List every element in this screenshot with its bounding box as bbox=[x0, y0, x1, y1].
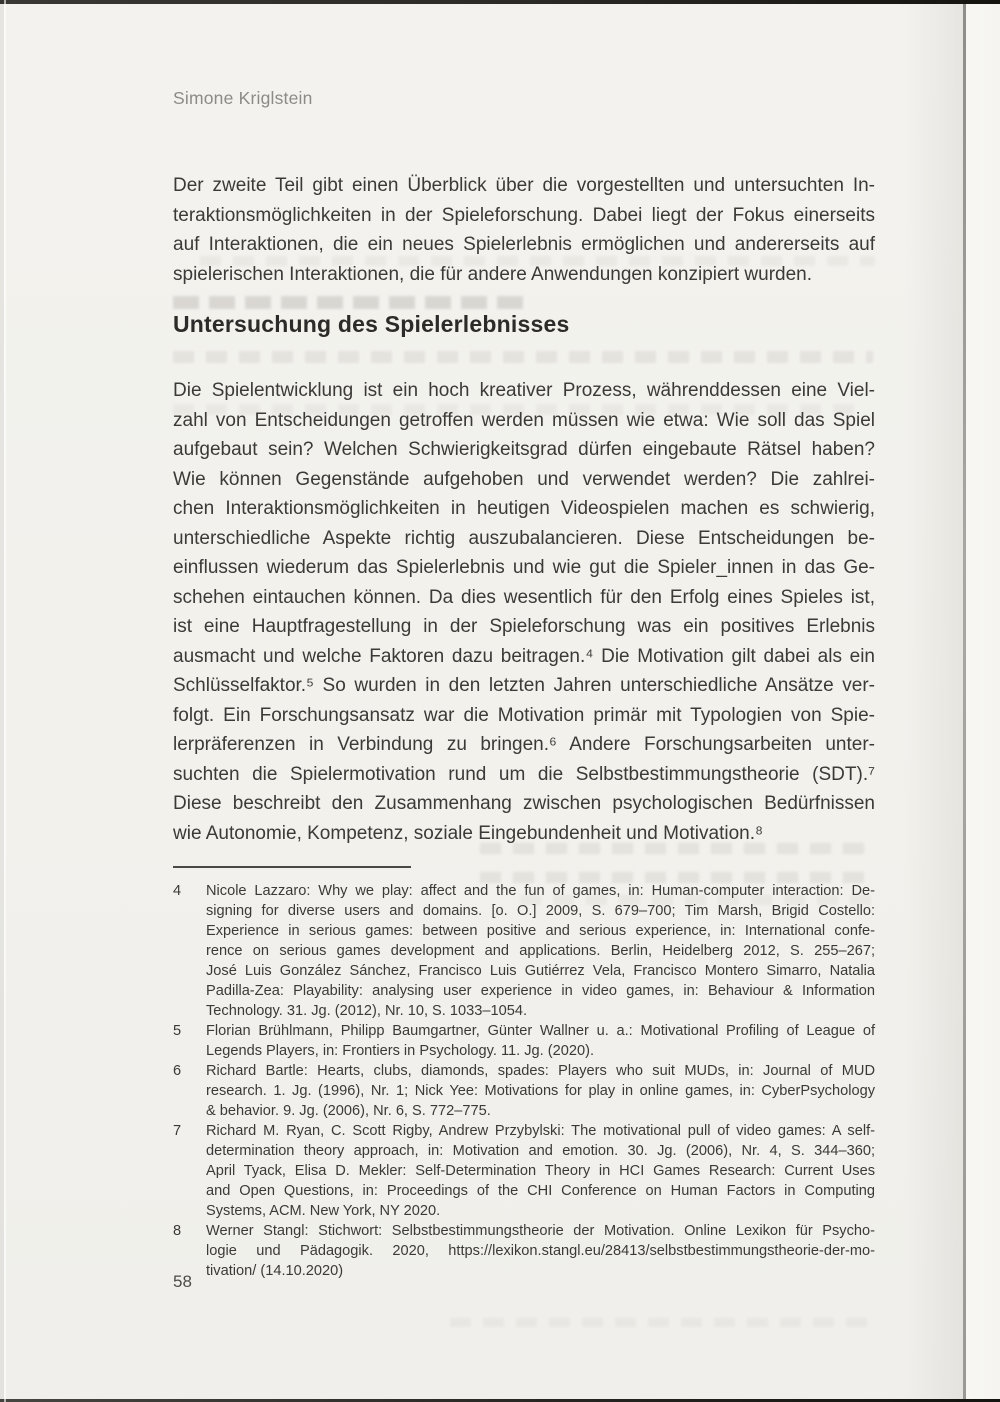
showthrough-artifact bbox=[450, 1318, 870, 1327]
footnote-number: 4 bbox=[173, 883, 182, 899]
footnote-number: 8 bbox=[173, 1223, 182, 1239]
footnote-number: 6 bbox=[173, 1063, 182, 1079]
showthrough-artifact bbox=[173, 351, 873, 363]
footnote-text: Nicole Lazzaro: Why we play: affect and the fun of games, in: Human-computer interaction: De- signing for diverse users and domains. [o. O.] 2009, S. 679–700; Tim Marsh, Brigid Costello: Experience in serious games: between positive and serious experience, in: International confe- rence on serious games development and applications. Berlin, Heidelberg 2012, S. 255–267; José Luis González Sánchez, Francisco Luis Gutiérrez Vela, Francisco Montero Simarro, Natalia Padilla-Zea: Playability: analysing user experience in video games, in: Behaviour & Information Technology. 31. Jg. (2012), Nr. 10, S. 1033–1054. bbox=[206, 883, 875, 1019]
footnote-text: Richard M. Ryan, C. Scott Rigby, Andrew Przybylski: The motivational pull of video games: A self- determination theory approach, in: Motivation and emotion. 30. Jg. (2006), Nr. 4, S. 344–360; April Tyack, Elisa D. Mekler: Self-Determination Theory in HCI Games Research: Current Uses and Open Questions, in: Proceedings of the CHI Conference on Human Factors in Computing Systems, ACM. New York, NY 2020. bbox=[206, 1123, 875, 1219]
footnote-list bbox=[173, 881, 875, 1281]
footnote-item bbox=[173, 1221, 875, 1281]
page-number: 58 bbox=[173, 1272, 192, 1291]
scan-edge-top bbox=[0, 0, 1000, 4]
scan-edge-left-highlight bbox=[4, 0, 6, 1402]
footnote-text: Florian Brühlmann, Philipp Baumgartner, Günter Wallner u. a.: Motivational Profiling of League of Legends Players, in: Frontiers in Psychology. 11. Jg. (2020). bbox=[206, 1023, 875, 1059]
footnote-text: Werner Stangl: Stichwort: Selbstbestimmungstheorie der Motivation. Online Lexikon für Psycho- logie und Pädagogik. 2020, https://lexikon.stangl.eu/28413/selbstbestimmungstheorie-der-mo- tivation/ (14.10.2020) bbox=[206, 1223, 875, 1279]
section-heading: Untersuchung des Spielerlebnisses bbox=[173, 311, 570, 337]
page-spine-shadow bbox=[905, 0, 963, 1402]
footnote-number: 7 bbox=[173, 1123, 182, 1139]
footnote-item bbox=[173, 1021, 875, 1061]
footnote-number: 5 bbox=[173, 1023, 182, 1039]
showthrough-artifact bbox=[173, 296, 525, 309]
footnote-item bbox=[173, 881, 875, 1021]
footnote-text: Richard Bartle: Hearts, clubs, diamonds, spades: Players who suit MUDs, in: Journal of MUD research. 1. Jg. (1996), Nr. 1; Nick Yee: Motivations for play in online games, in: CyberPsychology & behavior. 9. Jg. (2006), Nr. 6, S. 772–775. bbox=[206, 1063, 875, 1119]
footnote-item bbox=[173, 1121, 875, 1221]
body-paragraph: Die Spielentwicklung ist ein hoch kreativer Prozess, währenddessen eine Viel- zahl von Entscheidungen getroffen werden müssen wie etwa: Wie soll das Spiel aufgebaut sein? Welchen Schwierigkeitsgrad dürfen eingebaute Rätsel haben? Wie können Gegenstände aufgehoben und verwendet werden? Die zahlrei- chen Interaktionsmöglichkeiten in heutigen Videospielen machen es schwierig, unterschiedliche Aspekte richtig auszubalancieren. Diese Entscheidungen be- einflussen wiederum das Spielerlebnis und wie gut die Spieler_innen in das Ge- schehen eintauchen können. Da dies wesentlich für den Erfolg eines Spieles ist, ist eine Hauptfragestellung in der Spieleforschung was ein positives Erlebnis ausmacht und welche Faktoren dazu beitragen.⁴ Die Motivation gilt dabei als ein Schlüsselfaktor.⁵ So wurden in den letzten Jahren unterschiedliche Ansätze ver- folgt. Ein Forschungsansatz war die Motivation primär mit Typologien von Spie- lerpräferenzen in Verbindung zu bringen.⁶ Andere Forschungsarbeiten unter- suchten die Spielermotivation rund um die Selbstbestimmungstheorie (SDT).⁷ Diese beschreibt den Zusammenhang zwischen psychologischen Bedürfnissen wie Autonomie, Kompetenz, soziale Eingebundenheit und Motivation.⁸ bbox=[173, 380, 875, 844]
intro-paragraph: Der zweite Teil gibt einen Überblick über die vorgestellten und untersuchten In- teraktionsmöglichkeiten in der Spieleforschung. Dabei liegt der Fokus einerseits auf Interaktionen, die ein neues Spielerlebnis ermöglichen und andererseits auf spielerischen Interaktionen, die für andere Anwendungen konzipiert wurden. bbox=[173, 175, 875, 285]
next-page-sliver bbox=[966, 0, 1000, 1402]
running-header-author: Simone Kriglstein bbox=[173, 88, 313, 108]
footnote-separator-rule bbox=[173, 866, 411, 868]
footnote-item bbox=[173, 1061, 875, 1121]
